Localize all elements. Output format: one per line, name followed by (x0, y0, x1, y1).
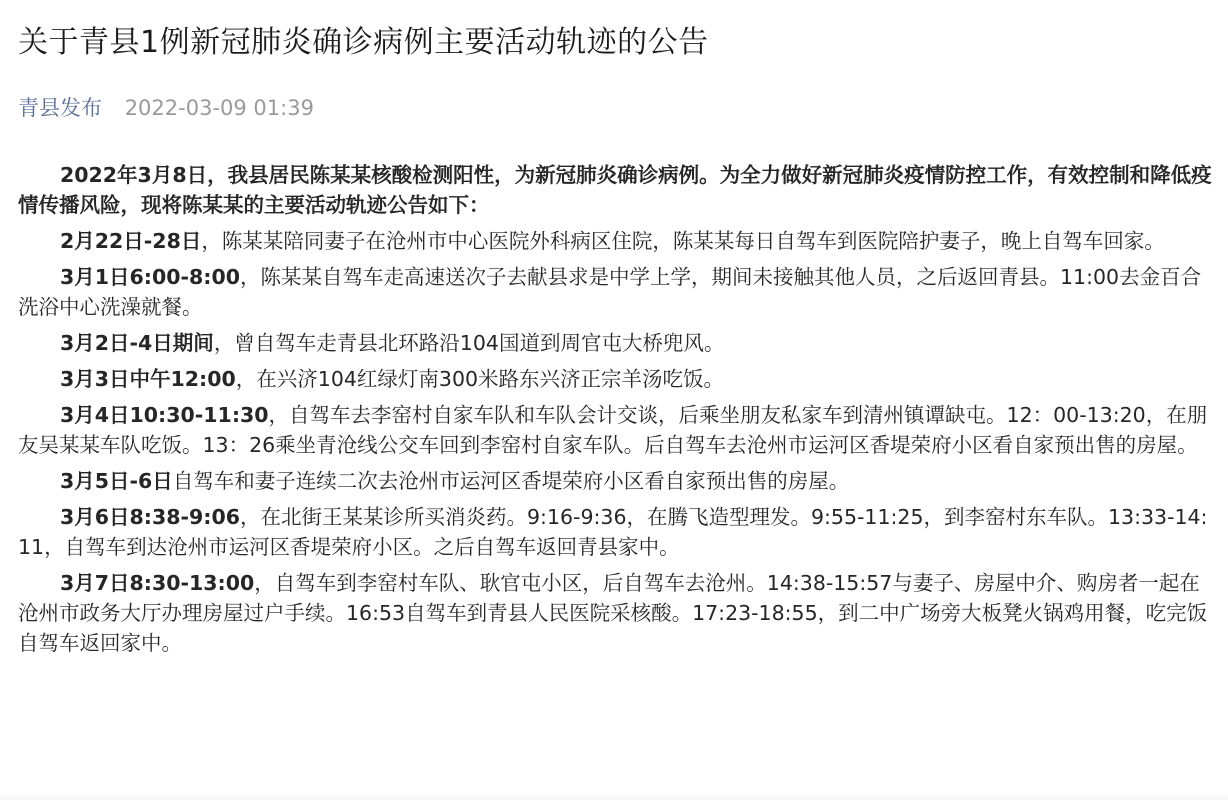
paragraph-date: 3月1日6:00-8:00 (60, 265, 241, 289)
paragraph-7 (18, 568, 1214, 658)
paragraph-date: 3月2日-4日期间 (60, 331, 214, 355)
paragraph-date: 3月3日中午12:00 (60, 367, 236, 391)
article-body (18, 160, 1214, 658)
paragraph-text: ，在北街王某某诊所买消炎药。9:16-9:36，在腾飞造型理发。9:55-11:25，到李窑村东车队。13:33-14:11，自驾车到达沧州市运河区香堤荣府小区。之后自驾车返回青县家中。 (18, 505, 1208, 559)
paragraph-text: ，曾自驾车走青县北环路沿104国道到周官屯大桥兜风。 (213, 331, 725, 355)
paragraph-date: 3月5日-6日 (60, 469, 173, 493)
paragraph-text: ，自驾车去李窑村自家车队和车队会计交谈，后乘坐朋友私家车到清州镇谭缺屯。12：00-13:20，在朋友吴某某车队吃饭。13：26乘坐青沧线公交车回到李窑村自家车队。后自驾车去沧州市运河区香堤荣府小区看自家预出售的房屋。 (18, 403, 1208, 457)
paragraph-6 (18, 502, 1214, 562)
paragraph-2 (18, 328, 1214, 358)
intro-paragraph: 2022年3月8日，我县居民陈某某核酸检测阳性，为新冠肺炎确诊病例。为全力做好新冠肺炎疫情防控工作，有效控制和降低疫情传播风险，现将陈某某的主要活动轨迹公告如下： (18, 163, 1212, 217)
paragraph-text: ，陈某某自驾车走高速送次子去献县求是中学上学，期间未接触其他人员，之后返回青县。11:00去金百合洗浴中心洗澡就餐。 (18, 265, 1202, 319)
paragraph-0 (18, 226, 1214, 256)
article-title: 关于青县1例新冠肺炎确诊病例主要活动轨迹的公告 (18, 25, 709, 60)
paragraph-3 (18, 364, 1214, 394)
paragraph-text: 自驾车和妻子连续二次去沧州市运河区香堤荣府小区看自家预出售的房屋。 (172, 469, 850, 493)
paragraph-date: 3月6日8:38-9:06 (60, 505, 241, 529)
paragraph-text: ，在兴济104红绿灯南300米路东兴济正宗羊汤吃饭。 (235, 367, 725, 391)
paragraph-date: 3月7日8:30-13:00 (60, 571, 255, 595)
author-link[interactable]: 青县发布 (18, 96, 102, 120)
paragraph-date: 3月4日10:30-11:30 (60, 403, 269, 427)
paragraph-1 (18, 262, 1214, 322)
publish-datetime: 2022-03-09 01:39 (124, 96, 314, 120)
paragraph-text: ，自驾车到李窑村车队、耿官屯小区，后自驾车去沧州。14:38-15:57与妻子、房屋中介、购房者一起在沧州市政务大厅办理房屋过户手续。16:53自驾车到青县人民医院采核酸。17:23-18:55，到二中广场旁大板凳火锅鸡用餐，吃完饭自驾车返回家中。 (18, 571, 1208, 655)
paragraph-4 (18, 400, 1214, 460)
bottom-edge-shade (0, 792, 1228, 800)
article-meta (18, 94, 1214, 122)
paragraph-date: 2月22日-28日 (60, 229, 202, 253)
paragraph-5 (18, 466, 1214, 496)
paragraph-text: ，陈某某陪同妻子在沧州市中心医院外科病区住院，陈某某每日自驾车到医院陪护妻子，晚上自驾车回家。 (201, 229, 1165, 253)
